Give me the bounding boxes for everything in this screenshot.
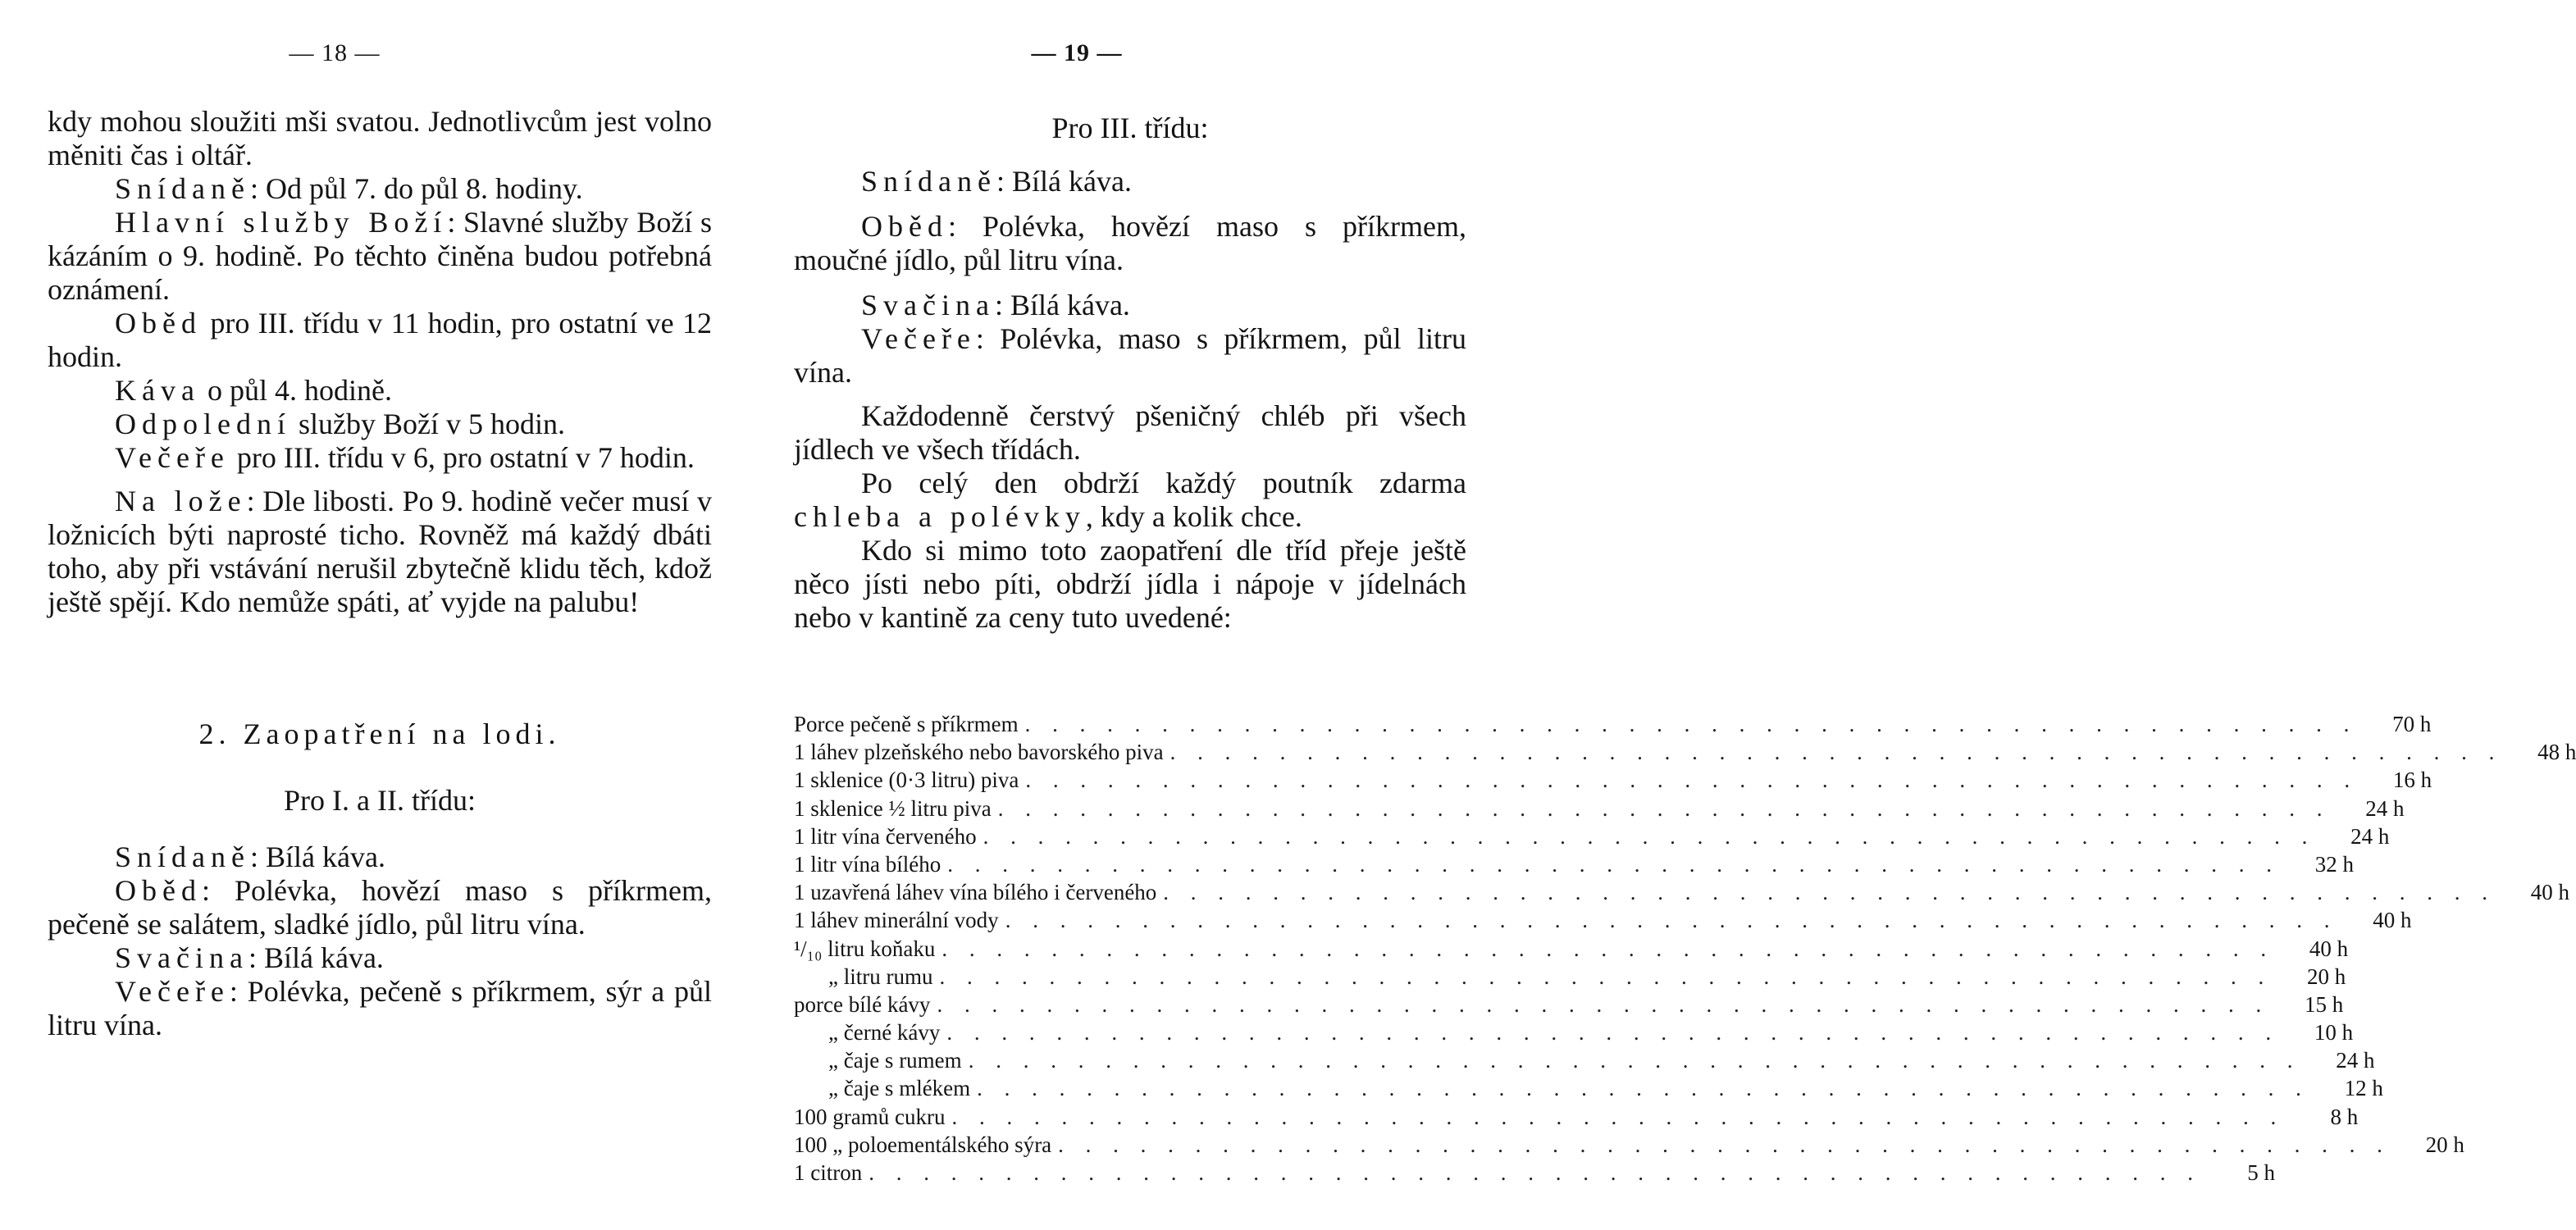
price-item: 100 gramů cukru [794, 1104, 946, 1129]
price-value: 40 h [2530, 880, 2570, 905]
paragraph-c12-dinner [48, 975, 712, 1042]
paragraph-afternoon-service [48, 408, 712, 441]
price-row [794, 1074, 2383, 1102]
paragraph-c12-lunch [48, 874, 712, 941]
right-page [794, 0, 2576, 1230]
price-item: 1 citron [794, 1160, 863, 1185]
label-c3-dinner: Večeře [861, 322, 976, 355]
price-row [794, 991, 2344, 1018]
leader-dots: . . . . . . . . . . . . . . . . . . . . . . . . . . . . . . . . . . . . . . . . . . . . . . . . . [951, 1104, 2285, 1129]
right-page-body [794, 112, 1466, 635]
price-row [794, 878, 2570, 906]
price-item: 1 láhev plzeňského nebo bavorského piva [794, 740, 1164, 765]
price-value: 24 h [2365, 795, 2405, 821]
price-row [794, 850, 2354, 878]
leader-dots: . . . . . . . . . . . . . . . . . . . . . . . . . . . . . . . . . . . . . . . . . . . . . . . . . [1024, 712, 2358, 736]
page-number-right: — 19 — [1031, 39, 1123, 66]
price-item: 100 „ poloementálského sýra [794, 1132, 1052, 1157]
price-row [794, 766, 2432, 794]
text-lunch: pro III. třídu v 11 hodin, pro ostatní ve 12 hodin. [48, 307, 712, 373]
price-value: 20 h [2425, 1132, 2464, 1157]
class-heading-first-second: Pro I. a II. třídu: [284, 784, 476, 817]
label-afternoon-service: Odpolední [115, 408, 291, 440]
price-item: „ černé kávy [828, 1020, 941, 1046]
paragraph-c12-snack [48, 941, 712, 975]
label-main-service: Hlavní služby Boží [115, 206, 448, 239]
leader-dots: . . . . . . . . . . . . . . . . . . . . . . . . . . . . . . . . . . . . . . . . . . . . . . . . . [947, 851, 2280, 877]
label-coffee: Káva [115, 374, 200, 407]
text-bed: : Dle libosti. Po 9. hodině večer musí v ložnicích býti naprosté ticho. Rovněž má každý dbáti toho, aby při vstávání nerušil zbytečně klidu těch, kdož ještě spějí. Kdo nemůže spáti, ať vyjde na palubu! [48, 485, 713, 618]
price-value: 70 h [2392, 712, 2432, 736]
paragraph-c3-snack [794, 289, 1466, 322]
leader-dots: . . . . . . . . . . . . . . . . . . . . . . . . . . . . . . . . . . . . . . . . . . . . . . . . . [1005, 908, 2338, 933]
label-breakfast: Snídaně [115, 172, 250, 205]
label-bed: Na lože [115, 485, 247, 517]
text-c3-lunch: : Polévka, hovězí maso s příkrmem, moučné jídlo, půl litru vína. [794, 210, 1466, 276]
text-coffee: o půl 4. hodině. [199, 374, 392, 407]
text-dinner: pro III. třídu v 6, pro ostatní v 7 hodin. [229, 441, 695, 474]
price-item: 1 sklenice ½ litru piva [794, 795, 992, 821]
text-afternoon-service: služby Boží v 5 hodin. [290, 408, 565, 440]
price-item: Porce pečeně s příkrmem [794, 712, 1019, 736]
paragraph-free-food [794, 467, 1466, 534]
text-c12-breakfast: : Bílá káva. [249, 840, 385, 873]
price-row [794, 1018, 2354, 1046]
leader-dots: . . . . . . . . . . . . . . . . . . . . . . . . . . . . . . . . . . . . . . . . . . . . . . . . . [1025, 768, 2359, 793]
label-dinner: Večeře [115, 441, 230, 474]
price-list [794, 710, 2576, 1187]
price-value: 24 h [2336, 1048, 2375, 1073]
leader-dots: . . . . . . . . . . . . . . . . . . . . . . . . . . . . . . . . . . . . . . . . . . . . . . . . . [997, 795, 2331, 821]
label-c12-snack: Svačina [115, 941, 248, 974]
price-item: 1 sklenice (0·3 litru) piva [794, 768, 1019, 793]
leader-dots: . . . . . . . . . . . . . . . . . . . . . . . . . . . . . . . . . . . . . . . . . . . . . . . . . [977, 1076, 2309, 1101]
price-item: 1 litr vína bílého [794, 851, 941, 877]
text-c12-snack: : Bílá káva. [248, 941, 384, 974]
price-value: 16 h [2392, 768, 2432, 793]
price-item: „ čaje s rumem [828, 1048, 962, 1073]
paragraph-bed [48, 485, 712, 619]
text-c3-snack: : Bílá káva. [994, 289, 1130, 321]
text-c3-dinner: : Polévka, maso s příkrmem, půl litru vína. [794, 322, 1466, 389]
text-c12-lunch: : Polévka, hovězí maso s příkrmem, pečeně se salátem, sladké jídlo, půl litru vína. [48, 874, 712, 941]
price-value: 8 h [2330, 1104, 2359, 1129]
price-item: „ litru rumu [828, 963, 933, 989]
price-row [794, 1131, 2464, 1159]
leader-dots: . . . . . . . . . . . . . . . . . . . . . . . . . . . . . . . . . . . . . . . . . . . . . . . . . [983, 823, 2316, 849]
paragraph-mass: kdy mohou sloužiti mši svatou. Jednotlivcům jest volno měniti čas i oltář. [48, 105, 712, 171]
price-row [794, 710, 2432, 738]
leader-dots: . . . . . . . . . . . . . . . . . . . . . . . . . . . . . . . . . . . . . . . . . . . . . . . . . [941, 936, 2275, 961]
leader-dots: . . . . . . . . . . . . . . . . . . . . . . . . . . . . . . . . . . . . . . . . . . . . . . . . . [968, 1048, 2301, 1073]
price-row [794, 963, 2346, 991]
paragraph-c3-dinner [794, 322, 1466, 390]
price-row [794, 1159, 2275, 1187]
text-main-service: : Slavné služby Boží s kázáním o 9. hodině. Po těchto činěna budou potřebná oznámení. [48, 206, 712, 306]
price-item: „ čaje s mlékem [828, 1076, 971, 1101]
text-free-suffix: , kdy a kolik chce. [1085, 500, 1302, 533]
price-value: 10 h [2314, 1020, 2354, 1046]
paragraph-c3-breakfast [794, 165, 1466, 198]
page-number-left: — 18 — [289, 39, 381, 66]
label-c3-lunch: Oběd [861, 210, 948, 243]
leader-dots: . . . . . . . . . . . . . . . . . . . . . . . . . . . . . . . . . . . . . . . . . . . . . . . . . [1169, 740, 2503, 765]
leader-dots: . . . . . . . . . . . . . . . . . . . . . . . . . . . . . . . . . . . . . . . . . . . . . . . . . [869, 1160, 2201, 1185]
label-c3-breakfast: Snídaně [861, 165, 996, 198]
leader-dots: . . . . . . . . . . . . . . . . . . . . . . . . . . . . . . . . . . . . . . . . . . . . . . . . . [937, 991, 2270, 1017]
paragraph-bread: Každodenně čerstvý pšeničný chléb při všech jídlech ve všech třídách. [794, 399, 1466, 466]
price-value: 15 h [2304, 991, 2344, 1017]
price-row [794, 906, 2412, 934]
price-row [794, 795, 2405, 822]
left-page-body [48, 105, 712, 1042]
text-c3-breakfast: : Bílá káva. [996, 165, 1132, 198]
price-item: porce bílé kávy [794, 991, 931, 1017]
price-item: 1 uzavřená láhev vína bílého i červeného [794, 880, 1157, 905]
label-c12-breakfast: Snídaně [115, 840, 250, 873]
price-row [794, 822, 2390, 850]
text-c12-dinner: : Polévka, pečeně s příkrmem, sýr a půl litru vína. [48, 975, 712, 1041]
class-heading-third: Pro III. třídu: [1051, 112, 1209, 144]
price-value: 48 h [2537, 740, 2576, 765]
price-row [794, 738, 2576, 766]
paragraph-c12-breakfast [48, 840, 712, 874]
leader-dots: . . . . . . . . . . . . . . . . . . . . . . . . . . . . . . . . . . . . . . . . . . . . . . . . . [1163, 880, 2496, 905]
price-value: 40 h [2309, 936, 2349, 961]
price-item: ¹/₁₀ litru koňaku [794, 936, 936, 961]
paragraph-c3-lunch [794, 210, 1466, 277]
paragraph-main-service [48, 206, 712, 307]
leader-dots: . . . . . . . . . . . . . . . . . . . . . . . . . . . . . . . . . . . . . . . . . . . . . . . . . [946, 1020, 2280, 1046]
price-item: 1 litr vína červeného [794, 823, 977, 849]
leader-dots: . . . . . . . . . . . . . . . . . . . . . . . . . . . . . . . . . . . . . . . . . . . . . . . . . [939, 963, 2273, 989]
text-breakfast: : Od půl 7. do půl 8. hodiny. [249, 172, 583, 205]
paragraph-dinner [48, 441, 712, 475]
section-heading: 2. Zaopatření na lodi. [198, 718, 561, 750]
price-row [794, 1103, 2359, 1131]
left-page [48, 0, 712, 1230]
label-c12-dinner: Večeře [115, 975, 230, 1008]
paragraph-extra-purchase: Kdo si mimo toto zaopatření dle tříd přeje ještě něco jísti nebo píti, obdrží jídla i nápoje v jídelnách nebo v kantině za ceny tuto uvedené: [794, 534, 1466, 634]
paragraph-coffee [48, 374, 712, 408]
price-value: 32 h [2314, 851, 2354, 877]
price-value: 40 h [2373, 908, 2412, 933]
label-lunch: Oběd [115, 307, 202, 339]
label-c3-snack: Svačina [861, 289, 995, 321]
text-free-spaced: chleba a polévky [794, 500, 1086, 533]
label-c12-lunch: Oběd [115, 874, 202, 907]
price-value: 24 h [2350, 823, 2390, 849]
paragraph-breakfast [48, 172, 712, 206]
paragraph-lunch [48, 307, 712, 374]
price-row [794, 935, 2349, 963]
price-item: 1 láhev minerální vody [794, 908, 999, 933]
price-value: 20 h [2306, 963, 2346, 989]
leader-dots: . . . . . . . . . . . . . . . . . . . . . . . . . . . . . . . . . . . . . . . . . . . . . . . . . [1058, 1132, 2391, 1157]
price-value: 12 h [2344, 1076, 2383, 1101]
price-row [794, 1046, 2375, 1074]
price-value: 5 h [2247, 1160, 2275, 1185]
text-free-prefix: Po celý den obdrží každý poutník zdarma [861, 467, 1466, 499]
